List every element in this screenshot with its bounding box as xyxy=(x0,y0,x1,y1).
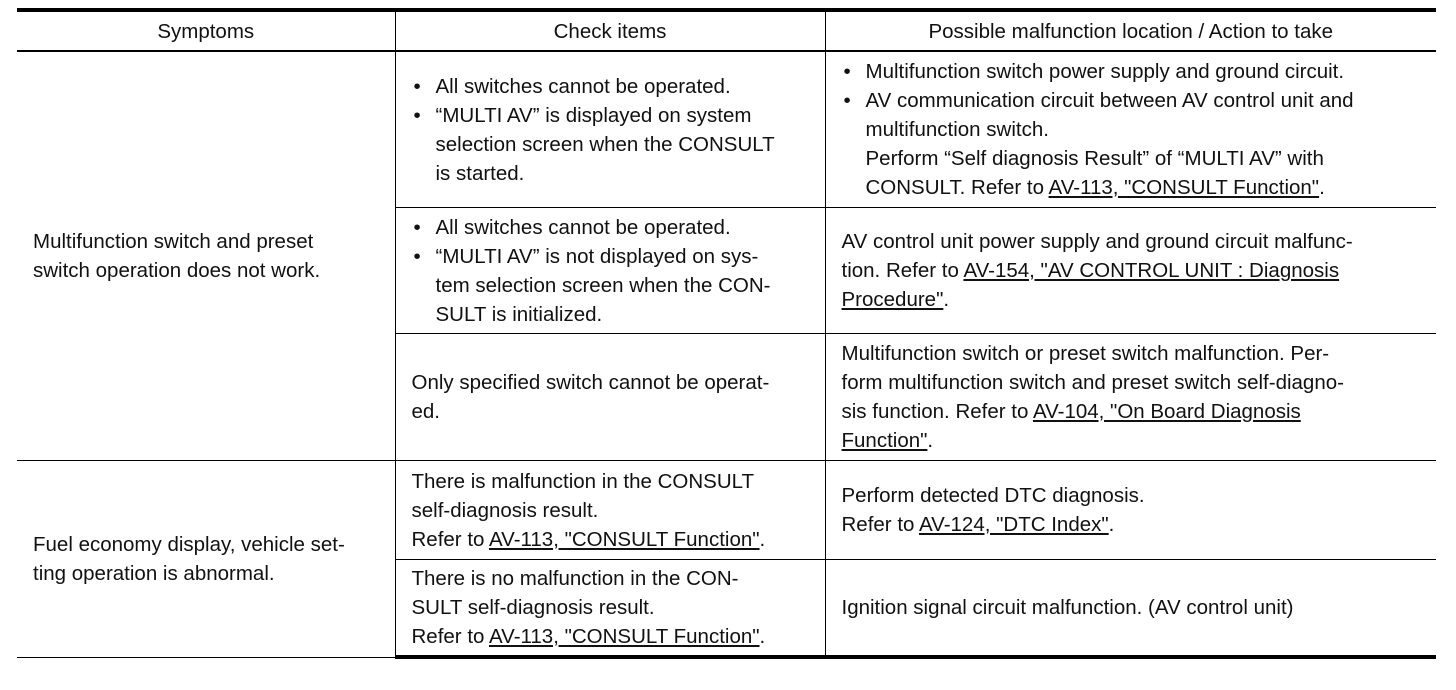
action-cell: Ignition signal circuit malfunction. (AV control unit) xyxy=(825,560,1436,658)
header-possible-action: Possible malfunction location / Action to take xyxy=(825,10,1436,51)
list-item: • “MULTI AV” is displayed on system selection screen when the CONSULT is started. xyxy=(412,101,813,188)
check-cell xyxy=(395,51,825,208)
action-cell: Perform detected DTC diagnosis. Refer to AV-124, "DTC Index". xyxy=(825,461,1436,560)
link-av104-on-board-diagnosis[interactable]: AV-104, "On Board Diagnosis Function" xyxy=(841,400,1301,452)
list-item: • AV communication circuit between AV control unit and multifunction switch. Perform “Self diagnosis Result” of “MULTI AV” with CONSULT. Refer to AV-113, "CONSULT Function". xyxy=(842,86,1425,202)
action-cell: Multifunction switch or preset switch malfunction. Per- form multifunction switch and preset switch self-diagno- sis function. Refer to AV-104, "On Board Diagnosis Function". xyxy=(825,334,1436,461)
list-item: • “MULTI AV” is not displayed on sys- tem selection screen when the CON- SULT is initialized. xyxy=(412,242,813,329)
list-item: • Multifunction switch power supply and ground circuit. xyxy=(842,57,1425,86)
symptom-cell-switch-operation: Multifunction switch and preset switch operation does not work. xyxy=(17,51,395,461)
check-cell xyxy=(395,208,825,334)
link-av113-consult-function[interactable]: AV-113, "CONSULT Function" xyxy=(489,527,760,551)
check-cell: Only specified switch cannot be operat- ed. xyxy=(395,334,825,461)
header-symptoms: Symptoms xyxy=(17,10,395,51)
header-check-items: Check items xyxy=(395,10,825,51)
action-cell: AV control unit power supply and ground circuit malfunc- tion. Refer to AV-154, "AV CONTROL UNIT : Diagnosis Procedure". xyxy=(825,208,1436,334)
action-cell xyxy=(825,51,1436,208)
table-row xyxy=(17,51,1436,208)
link-av124-dtc-index[interactable]: AV-124, "DTC Index" xyxy=(919,513,1109,536)
check-cell: There is malfunction in the CONSULT self-diagnosis result. Refer to AV-113, "CONSULT Function". xyxy=(395,461,825,560)
list-item: • All switches cannot be operated. xyxy=(412,213,813,242)
link-av113-consult-function[interactable]: AV-113, "CONSULT Function" xyxy=(489,625,760,648)
diagnosis-table xyxy=(17,8,1436,659)
check-cell: There is no malfunction in the CON- SULT self-diagnosis result. Refer to AV-113, "CONSULT Function". xyxy=(395,560,825,658)
link-av154-av-control-unit-diagnosis[interactable]: AV-154, "AV CONTROL UNIT : Diagnosis Procedure" xyxy=(841,259,1340,311)
table-row xyxy=(17,461,1436,560)
symptom-cell-fuel-economy: Fuel economy display, vehicle set- ting operation is abnormal. xyxy=(17,461,395,658)
header-row xyxy=(17,10,1436,51)
link-av113-consult-function[interactable]: AV-113, "CONSULT Function" xyxy=(1048,176,1320,199)
list-item: • All switches cannot be operated. xyxy=(412,72,813,101)
